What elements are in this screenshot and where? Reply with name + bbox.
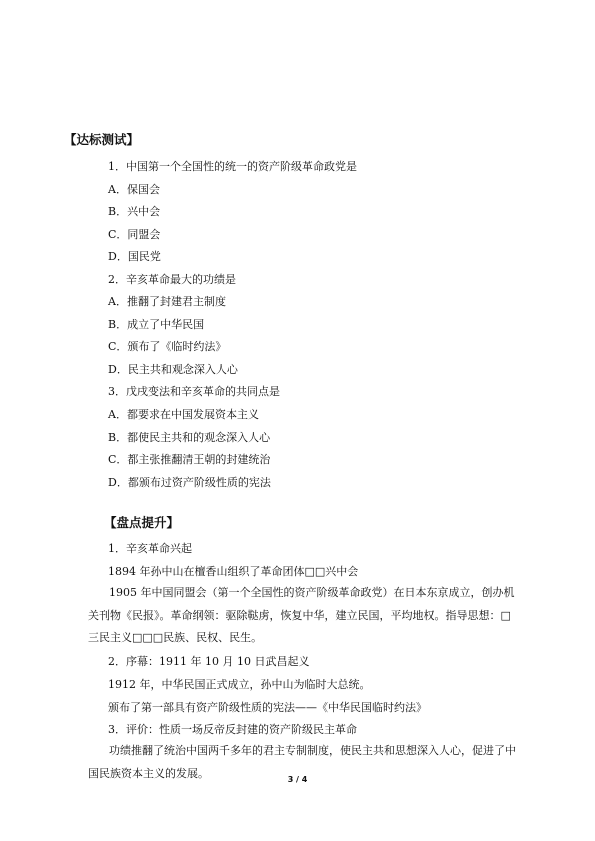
summary-line-1: 1894 年孙中山在檀香山组织了革命团体□□兴中会 (108, 565, 359, 578)
question-2-stem: 2．辛亥革命最大的功绩是 (108, 273, 236, 286)
page-number: 3 / 4 (287, 775, 308, 784)
summary-heading-1: 1．辛亥革命兴起 (108, 542, 192, 555)
question-2-option-d: D．民主共和观念深入人心 (108, 363, 238, 376)
question-2-option-a: A．推翻了封建君主制度 (108, 295, 226, 308)
question-3-option-d: D．都颁布过资产阶级性质的宪法 (108, 476, 271, 489)
summary-paragraph-2: 功绩推翻了统治中国两千多年的君主专制制度，使民主共和思想深入人心，促进了中国民族资本主义的发展。 (88, 744, 516, 780)
question-1-option-b: B．兴中会 (108, 205, 161, 218)
question-2-option-b: B．成立了中华民国 (108, 318, 205, 331)
summary-line-2: 1912 年，中华民国正式成立，孙中山为临时大总统。 (108, 678, 371, 691)
question-3-option-a: A．都要求在中国发展资本主义 (108, 408, 259, 421)
section-title-summary: 【盘点提升】 (104, 515, 180, 530)
section-title-test: 【达标测试】 (64, 132, 140, 147)
question-1-stem: 1．中国第一个全国性的统一的资产阶级革命政党是 (108, 160, 357, 173)
question-3-option-b: B．都使民主共和的观念深入人心 (108, 431, 271, 444)
question-3-stem: 3．戊戌变法和辛亥革命的共同点是 (108, 385, 280, 398)
question-3-option-c: C．都主张推翻清王朝的封建统治 (108, 453, 271, 466)
summary-line-3: 颁布了第一部具有资产阶级性质的宪法——《中华民国临时约法》 (108, 701, 427, 714)
summary-heading-3: 3．评价：性质一场反帝反封建的资产阶级民主革命 (108, 723, 357, 736)
summary-paragraph-1: 1905 年中国同盟会（第一个全国性的资产阶级革命政党）在日本东京成立，创办机关刊物《民报》。革命纲领：驱除鞑虏，恢复中华，建立民国，平均地权。指导思想：□三民主义□□□民族、民权、民生。 (88, 586, 515, 645)
question-1-option-a: A．保国会 (108, 183, 160, 196)
question-1-option-c: C．同盟会 (108, 228, 161, 241)
summary-heading-2: 2．序幕：1911 年 10 月 10 日武昌起义 (108, 655, 310, 668)
question-1-option-d: D．国民党 (108, 250, 161, 263)
question-2-option-c: C．颁布了《临时约法》 (108, 340, 227, 353)
